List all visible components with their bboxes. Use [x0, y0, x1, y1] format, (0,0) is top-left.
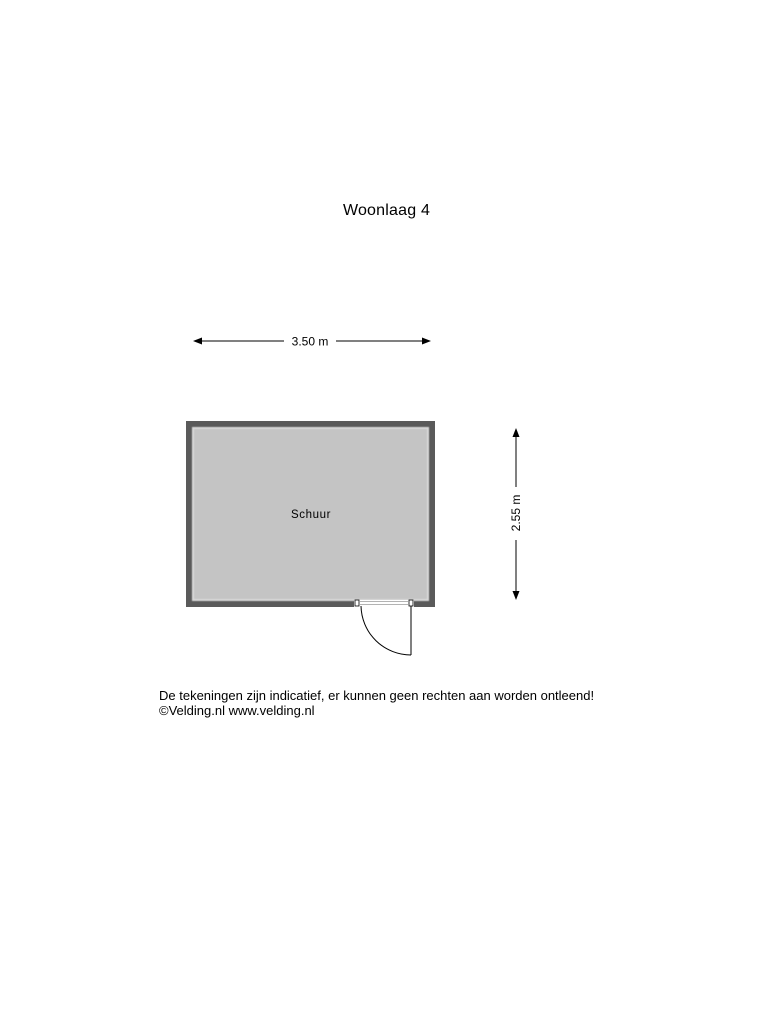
- room-label: Schuur: [290, 509, 332, 521]
- disclaimer-text: De tekeningen zijn indicatief, er kunnen geen rechten aan worden ontleend!: [159, 688, 595, 703]
- height-dimension: [509, 428, 523, 600]
- door-swing-arc: [361, 606, 411, 655]
- arrow-down-icon: [513, 591, 520, 600]
- width-label: 3.50 m: [291, 334, 329, 349]
- width-dimension: [193, 335, 431, 349]
- arrow-up-icon: [513, 428, 520, 437]
- arrow-right-icon: [422, 338, 431, 345]
- copyright-text: ©Velding.nl www.velding.nl: [159, 703, 315, 718]
- room-schuur: [186, 421, 435, 607]
- door: [354, 600, 414, 655]
- height-label: 2.55 m: [509, 494, 523, 532]
- arrow-left-icon: [193, 338, 202, 345]
- floor-title: Woonlaag 4: [342, 202, 431, 219]
- footer-notes: [159, 688, 594, 718]
